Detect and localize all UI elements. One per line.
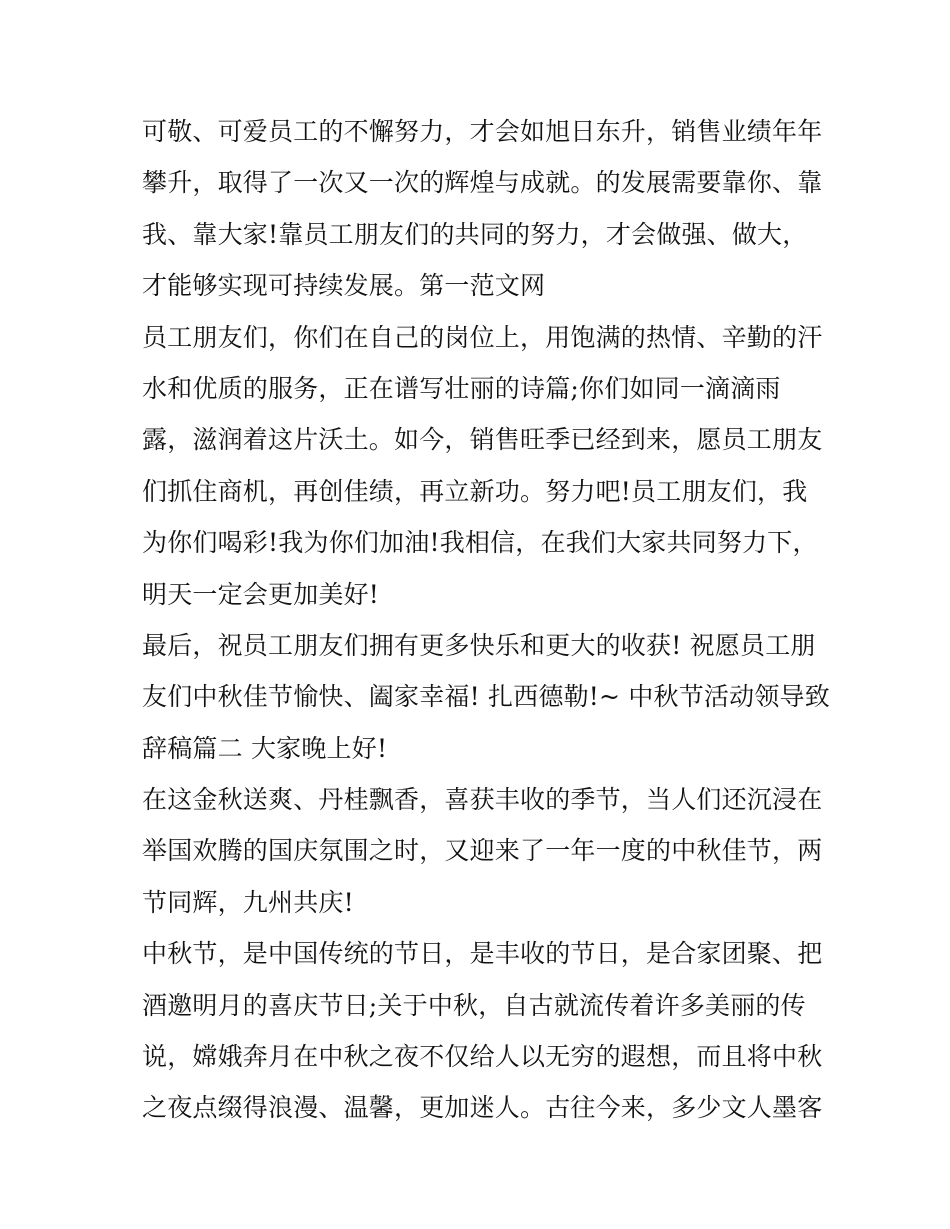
text-line: 最后，祝员工朋友们拥有更多快乐和更大的收获! 祝愿员工朋 xyxy=(142,630,816,660)
text-line: 中秋节，是中国传统的节日，是丰收的节日，是合家团聚、把 xyxy=(142,939,823,969)
text-line: 可敬、可爱员工的不懈努力，才会如旭日东升，销售业绩年年 xyxy=(142,117,823,146)
text-line: 员工朋友们，你们在自己的岗位上，用饱满的热情、辛勤的汗 xyxy=(142,322,823,352)
text-line: 节同辉，九州共庆! xyxy=(142,887,354,917)
text-line: 我、靠大家!靠员工朋友们的共同的努力，才会做强、做大， xyxy=(142,219,808,249)
text-line: 在这金秋送爽、丹桂飘香，喜获丰收的季节，当人们还沉浸在 xyxy=(142,785,823,815)
body-text xyxy=(142,106,830,1134)
text-line: 友们中秋佳节愉快、阖家幸福! 扎西德勒!~ 中秋节活动领导致 xyxy=(142,682,830,712)
text-line: 辞稿篇二 大家晚上好! xyxy=(142,733,388,763)
text-line: 水和优质的服务，正在谱写壮丽的诗篇;你们如同一滴滴雨 xyxy=(142,373,781,403)
text-line: 为你们喝彩!我为你们加油!我相信，在我们大家共同努力下， xyxy=(142,528,818,558)
text-line: 明天一定会更加美好! xyxy=(142,579,380,609)
text-line: 说，嫦娥奔月在中秋之夜不仅给人以无穷的遐想，而且将中秋 xyxy=(142,1042,823,1072)
text-line: 酒邀明月的喜庆节日;关于中秋，自古就流传着许多美丽的传 xyxy=(142,990,806,1020)
text-line: 举国欢腾的国庆氛围之时，又迎来了一年一度的中秋佳节，两 xyxy=(142,836,823,866)
text-line: 们抓住商机，再创佳绩，再立新功。努力吧!员工朋友们，我 xyxy=(142,476,808,506)
text-line: 之夜点缀得浪漫、温馨，更加迷人。古往今来，多少文人墨客 xyxy=(142,1093,823,1123)
text-line: 攀升，取得了一次又一次的辉煌与成就。的发展需要靠你、靠 xyxy=(142,168,823,198)
text-line: 露，滋润着这片沃土。如今，销售旺季已经到来，愿员工朋友 xyxy=(142,425,823,455)
text-line: 才能够实现可持续发展。第一范文网 xyxy=(142,271,546,301)
